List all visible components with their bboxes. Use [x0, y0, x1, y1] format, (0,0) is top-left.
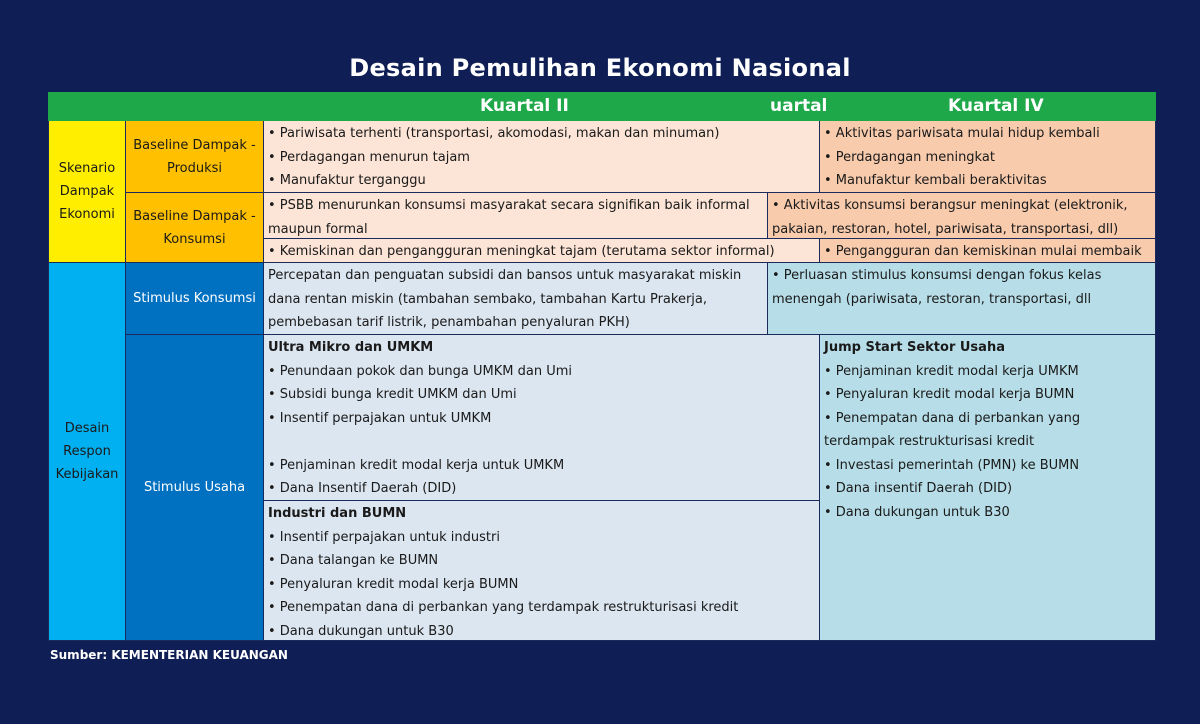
list-item: • Perdagangan meningkat — [824, 149, 995, 165]
list-item: • Dana talangan ke BUMN — [268, 553, 439, 568]
produksi-q2-cell — [264, 121, 820, 193]
list-spacer — [268, 430, 815, 454]
kemiskinan-q4-cell — [820, 239, 1156, 263]
stimulus-konsumsi-q4-cell — [768, 263, 1156, 335]
cell-text: • Aktivitas konsumsi berangsur meningkat (elektronik, pakaian, restoran, hotel, pariwisata, transportasi, dll) — [772, 198, 1128, 237]
policy-label — [48, 263, 126, 641]
baseline-konsumsi-label — [126, 193, 264, 263]
list-item: • Dana Insentif Daerah (DID) — [268, 481, 457, 496]
konsumsi-q2-cell — [264, 193, 768, 239]
baseline-produksi-label-text: Baseline Dampak - Produksi — [133, 137, 256, 176]
list-item: • Perdagangan menurun tajam — [268, 149, 470, 165]
list-item: • Penyaluran kredit modal kerja BUMN — [268, 576, 519, 592]
list-item: • Investasi pemerintah (PMN) ke BUMN — [824, 457, 1080, 473]
source-note: Sumber: KEMENTERIAN KEUANGAN — [50, 648, 288, 662]
list-item: • Penempatan dana di perbankan yang terdampak restrukturisasi kredit — [824, 410, 1081, 449]
kemiskinan-q2-cell — [264, 239, 820, 263]
list-item: • Manufaktur terganggu — [268, 173, 426, 188]
list-item: • Subsidi bunga kredit UMKM dan Umi — [268, 387, 517, 402]
list-item: • Penyaluran kredit modal kerja BUMN — [824, 387, 1075, 402]
scenario-label — [48, 121, 126, 263]
stimulus-konsumsi-label-text: Stimulus Konsumsi — [133, 291, 256, 306]
list-item: • Penjaminan kredit modal kerja untuk UMKM — [268, 457, 565, 473]
list-item: • Dana dukungan untuk B30 — [824, 504, 1010, 520]
produksi-q4-cell — [820, 121, 1156, 193]
bumn-heading: Industri dan BUMN — [268, 506, 407, 521]
baseline-produksi-label — [126, 121, 264, 193]
stimulus-konsumsi-label — [126, 263, 264, 335]
list-item: • Penundaan pokok dan bunga UMKM dan Umi — [268, 363, 572, 379]
cell-text: • PSBB menurunkan konsumsi masyarakat secara signifikan baik informal maupun formal — [268, 198, 750, 237]
page-title: Desain Pemulihan Ekonomi Nasional — [349, 54, 851, 82]
stimulus-usaha-label-text: Stimulus Usaha — [143, 480, 246, 495]
list-item: • Pariwisata terhenti (transportasi, akomodasi, makan dan minuman) — [268, 126, 720, 141]
scenario-label-text: Skenario Dampak Ekonomi — [58, 161, 116, 222]
bumn-cell — [264, 501, 820, 641]
quarter-header-q4: Kuartal IV — [948, 96, 1044, 116]
list-item: • Aktivitas pariwisata mulai hidup kembali — [824, 126, 1100, 141]
umkm-cell — [264, 335, 820, 501]
list-item: • Penjaminan kredit modal kerja UMKM — [824, 363, 1079, 379]
cell-text: Percepatan dan penguatan subsidi dan bansos untuk masyarakat miskin dana rentan miskin (tambahan sembako, tambahan Kartu Prakerja, pembebasan tarif listrik, penambahan penyaluran PKH) — [268, 268, 742, 330]
cell-text: • Kemiskinan dan pengangguran meningkat tajam (terutama sektor informal) — [268, 244, 775, 259]
list-item: • Penempatan dana di perbankan yang terdampak restrukturisasi kredit — [268, 600, 739, 615]
list-item: • Insentif perpajakan untuk industri — [268, 529, 500, 545]
cell-text: • Perluasan stimulus konsumsi dengan fokus kelas menengah (pariwisata, restoran, transportasi, dll — [772, 268, 1102, 307]
quarter-header-q2: Kuartal II — [480, 96, 569, 116]
quarter-header-q3: uartal — [770, 96, 828, 116]
list-item: • Dana insentif Daerah (DID) — [824, 481, 1013, 496]
list-item: • Insentif perpajakan untuk UMKM — [268, 410, 492, 426]
stimulus-usaha-label — [126, 335, 264, 641]
cell-text: • Pengangguran dan kemiskinan mulai membaik — [824, 244, 1142, 259]
jump-start-cell — [820, 335, 1156, 641]
list-item: • Manufaktur kembali beraktivitas — [824, 173, 1047, 188]
baseline-konsumsi-label-text: Baseline Dampak - Konsumsi — [133, 208, 256, 247]
stimulus-konsumsi-q2-cell — [264, 263, 768, 335]
umkm-heading: Ultra Mikro dan UMKM — [268, 340, 434, 355]
konsumsi-q4-cell — [768, 193, 1156, 239]
list-item: • Dana dukungan untuk B30 — [268, 623, 454, 639]
policy-label-text: Desain Respon Kebijakan — [55, 421, 119, 482]
jump-start-heading: Jump Start Sektor Usaha — [824, 340, 1005, 355]
